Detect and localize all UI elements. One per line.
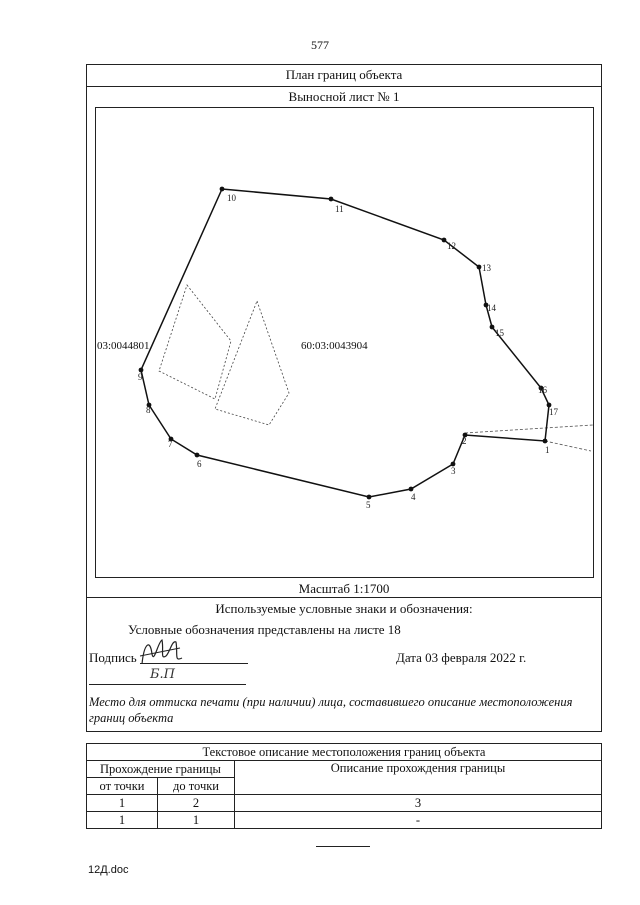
map-scale: Масштаб 1:1700 <box>86 578 602 598</box>
page-number: 577 <box>311 38 329 52</box>
boundary-description-table <box>86 743 602 829</box>
point-label: 11 <box>335 204 344 214</box>
stamp-note: Место для оттиска печати (при наличии) лица, составившего описание местоположения границ объекта <box>89 695 573 725</box>
document-date: Дата 03 февраля 2022 г. <box>396 650 527 665</box>
table-row <box>87 795 602 812</box>
point-label: 9 <box>138 372 143 382</box>
cell-to: 1 <box>158 812 235 829</box>
inner-structure-outline <box>159 285 231 399</box>
boundary-point <box>409 487 414 492</box>
point-label: 14 <box>487 303 496 313</box>
sheet-title: Выносной лист № 1 <box>288 89 400 104</box>
signature-label: Подпись <box>89 650 137 665</box>
point-label: 1 <box>545 445 550 455</box>
boundary-point <box>442 238 447 243</box>
point-label: 12 <box>447 241 456 251</box>
table-title: Текстовое описание местоположения границ объекта <box>87 744 602 761</box>
boundary-point <box>367 495 372 500</box>
footer-divider <box>316 846 370 847</box>
boundary-map-svg <box>96 108 593 577</box>
table-row <box>87 812 602 829</box>
point-label: 15 <box>495 328 504 338</box>
column-header-from: от точки <box>87 778 158 795</box>
neighbor-boundary <box>545 441 591 451</box>
column-header-to: до точки <box>158 778 235 795</box>
point-label: 16 <box>538 385 547 395</box>
signature-line <box>140 663 248 664</box>
point-label: 5 <box>366 500 371 510</box>
boundary-point <box>477 265 482 270</box>
column-header-description: Описание прохождения границы <box>235 761 602 795</box>
parcel-label-left: 03:0044801 <box>97 340 150 352</box>
point-label: 2 <box>462 436 467 446</box>
signer-initials: Б.П <box>150 667 176 682</box>
point-label: 4 <box>411 492 416 502</box>
legend-text: Условные обозначения представлены на листе 18 <box>128 622 401 637</box>
point-label: 7 <box>168 439 173 449</box>
document-filename: 12Д.doc <box>88 864 129 876</box>
point-label: 8 <box>146 405 151 415</box>
boundary-point <box>329 197 334 202</box>
point-label: 10 <box>227 193 236 203</box>
neighbor-boundary <box>465 425 593 433</box>
boundary-point <box>543 439 548 444</box>
parcel-label-main: 60:03:0043904 <box>301 340 368 352</box>
point-label: 17 <box>549 407 558 417</box>
cell-from: 1 <box>87 812 158 829</box>
column-group-header: Прохождение границы <box>87 761 235 778</box>
boundary-point <box>490 325 495 330</box>
plan-title: План границ объекта <box>86 64 602 87</box>
cell-description: 3 <box>235 795 602 812</box>
boundary-map <box>95 107 594 578</box>
cell-description: - <box>235 812 602 829</box>
cell-to: 2 <box>158 795 235 812</box>
cell-from: 1 <box>87 795 158 812</box>
boundary-point <box>220 187 225 192</box>
legend-title: Используемые условные знаки и обозначения: <box>215 601 473 616</box>
point-label: 6 <box>197 459 202 469</box>
point-label: 13 <box>482 263 491 273</box>
boundary-point <box>195 453 200 458</box>
inner-structure-outline <box>215 301 289 425</box>
signature-name-line <box>89 684 246 685</box>
point-label: 3 <box>451 466 456 476</box>
